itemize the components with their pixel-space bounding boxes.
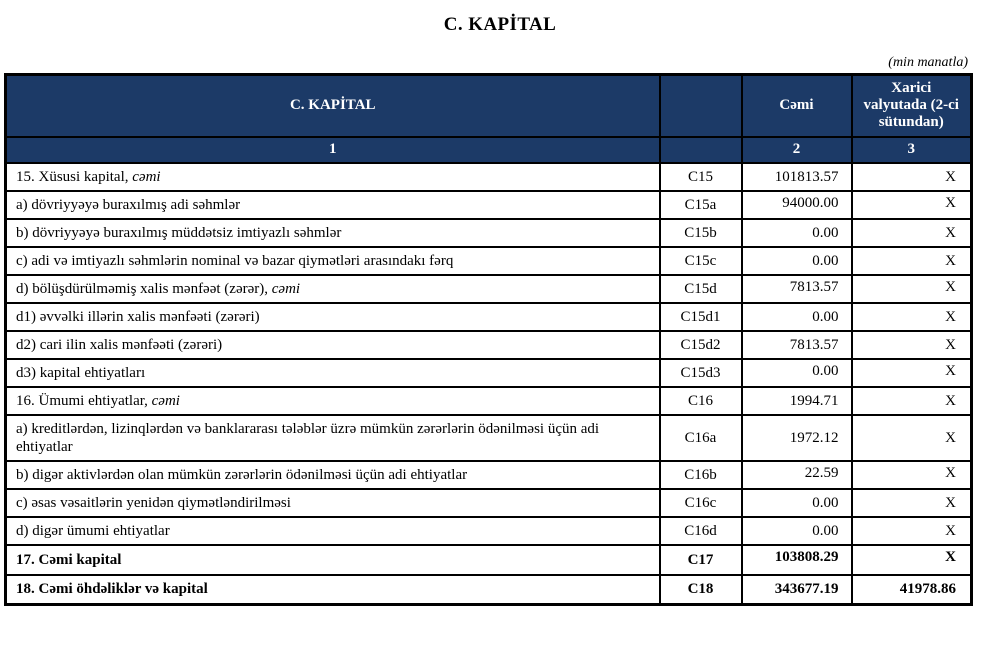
row-code: C16c	[660, 489, 742, 517]
table-row	[6, 489, 972, 517]
row-label-text: a) dövriyyəyə buraxılmış adi səhmlər	[16, 196, 241, 213]
table-header	[6, 75, 972, 163]
row-foreign-currency-value: X	[852, 219, 972, 247]
table-row	[6, 247, 972, 275]
row-label-italic-text: cəmi	[271, 280, 301, 297]
row-foreign-currency-value: X	[852, 545, 972, 575]
row-code: C15d1	[660, 303, 742, 331]
row-total-value: 0.00	[742, 247, 852, 275]
row-code: C15a	[660, 191, 742, 219]
row-label	[6, 545, 660, 575]
table-row	[6, 461, 972, 489]
row-foreign-currency-value: 41978.86	[852, 575, 972, 605]
row-total-value: 22.59	[742, 461, 852, 489]
row-code: C17	[660, 545, 742, 575]
row-label-text: 15. Xüsusi kapital,	[16, 168, 133, 185]
column-number-row	[6, 137, 972, 163]
row-total-value: 94000.00	[742, 191, 852, 219]
row-foreign-currency-value: X	[852, 191, 972, 219]
row-foreign-currency-value: X	[852, 275, 972, 303]
table-row	[6, 545, 972, 575]
row-foreign-currency-value: X	[852, 489, 972, 517]
row-label	[6, 303, 660, 331]
table-row	[6, 191, 972, 219]
row-code: C15	[660, 163, 742, 191]
row-total-value: 0.00	[742, 219, 852, 247]
row-label	[6, 163, 660, 191]
row-label	[6, 219, 660, 247]
row-label-text: a) kreditlərdən, lizinqlərdən və banklararası tələblər üzrə mümkün zərərlərin ödənilməsi üçün adi ehtiyatlar	[16, 420, 600, 455]
row-label-italic-text: cəmi	[132, 168, 161, 185]
row-code: C16	[660, 387, 742, 415]
row-label-text: 16. Ümumi ehtiyatlar,	[16, 392, 152, 409]
row-foreign-currency-value: X	[852, 331, 972, 359]
row-total-value: 0.00	[742, 303, 852, 331]
row-total-value: 103808.29	[742, 545, 852, 575]
row-foreign-currency-value: X	[852, 303, 972, 331]
row-code: C15d	[660, 275, 742, 303]
table-row	[6, 331, 972, 359]
row-label-text: 18. Cəmi öhdəliklər və kapital	[16, 581, 208, 598]
row-code: C15c	[660, 247, 742, 275]
row-total-value: 0.00	[742, 517, 852, 545]
row-foreign-currency-value: X	[852, 163, 972, 191]
row-foreign-currency-value: X	[852, 517, 972, 545]
table-row	[6, 415, 972, 461]
row-label-text: d) bölüşdürülməmiş xalis mənfəət (zərər),	[16, 280, 272, 297]
table-row	[6, 303, 972, 331]
col-number-total: 2	[742, 137, 852, 163]
row-label	[6, 415, 660, 461]
row-code: C15b	[660, 219, 742, 247]
row-label	[6, 359, 660, 387]
table-row	[6, 387, 972, 415]
row-foreign-currency-value: X	[852, 387, 972, 415]
col-header-code	[660, 75, 742, 137]
row-label-text: d1) əvvəlki illərin xalis mənfəəti (zərəri)	[16, 308, 260, 325]
col-header-description: C. KAPİTAL	[6, 75, 660, 137]
row-label	[6, 517, 660, 545]
unit-note: (min manatla)	[888, 55, 968, 70]
row-code: C18	[660, 575, 742, 605]
row-label	[6, 461, 660, 489]
col-header-foreign: Xarici valyutada (2-ci sütundan)	[852, 75, 972, 137]
row-label	[6, 275, 660, 303]
row-label-text: d3) kapital ehtiyatları	[16, 364, 146, 381]
table-row	[6, 575, 972, 605]
row-label	[6, 331, 660, 359]
row-foreign-currency-value: X	[852, 247, 972, 275]
row-label	[6, 247, 660, 275]
table-body	[6, 163, 972, 605]
row-total-value: 1994.71	[742, 387, 852, 415]
row-label-text: d) digər ümumi ehtiyatlar	[16, 522, 170, 539]
col-number-foreign: 3	[852, 137, 972, 163]
col-header-total: Cəmi	[742, 75, 852, 137]
header-row	[6, 75, 972, 137]
row-foreign-currency-value: X	[852, 461, 972, 489]
table-row	[6, 163, 972, 191]
table-row	[6, 517, 972, 545]
row-label-text: 17. Cəmi kapital	[16, 551, 122, 568]
row-label	[6, 191, 660, 219]
row-code: C15d3	[660, 359, 742, 387]
row-total-value: 7813.57	[742, 275, 852, 303]
row-foreign-currency-value: X	[852, 415, 972, 461]
row-label	[6, 489, 660, 517]
col-number-code	[660, 137, 742, 163]
row-code: C16a	[660, 415, 742, 461]
row-label-text: c) əsas vəsaitlərin yenidən qiymətləndirilməsi	[16, 494, 291, 511]
row-total-value: 0.00	[742, 359, 852, 387]
row-label	[6, 575, 660, 605]
page-title: C. KAPİTAL	[443, 14, 557, 35]
row-label-text: b) dövriyyəyə buraxılmış müddətsiz imtiyazlı səhmlər	[16, 224, 342, 241]
row-total-value: 101813.57	[742, 163, 852, 191]
table-row	[6, 275, 972, 303]
row-label-text: b) digər aktivlərdən olan mümkün zərərlərin ödənilməsi üçün adi ehtiyatlar	[16, 466, 468, 483]
row-total-value: 1972.12	[742, 415, 852, 461]
row-total-value: 7813.57	[742, 331, 852, 359]
table-row	[6, 359, 972, 387]
row-total-value: 0.00	[742, 489, 852, 517]
table-row	[6, 219, 972, 247]
row-code: C15d2	[660, 331, 742, 359]
col-number-description: 1	[6, 137, 660, 163]
row-label	[6, 387, 660, 415]
row-code: C16d	[660, 517, 742, 545]
row-total-value: 343677.19	[742, 575, 852, 605]
row-code: C16b	[660, 461, 742, 489]
capital-table	[4, 73, 973, 606]
row-foreign-currency-value: X	[852, 359, 972, 387]
row-label-italic-text: cəmi	[151, 392, 180, 409]
row-label-text: c) adi və imtiyazlı səhmlərin nominal və bazar qiymətləri arasındakı fərq	[16, 252, 454, 269]
row-label-text: d2) cari ilin xalis mənfəəti (zərəri)	[16, 336, 223, 353]
